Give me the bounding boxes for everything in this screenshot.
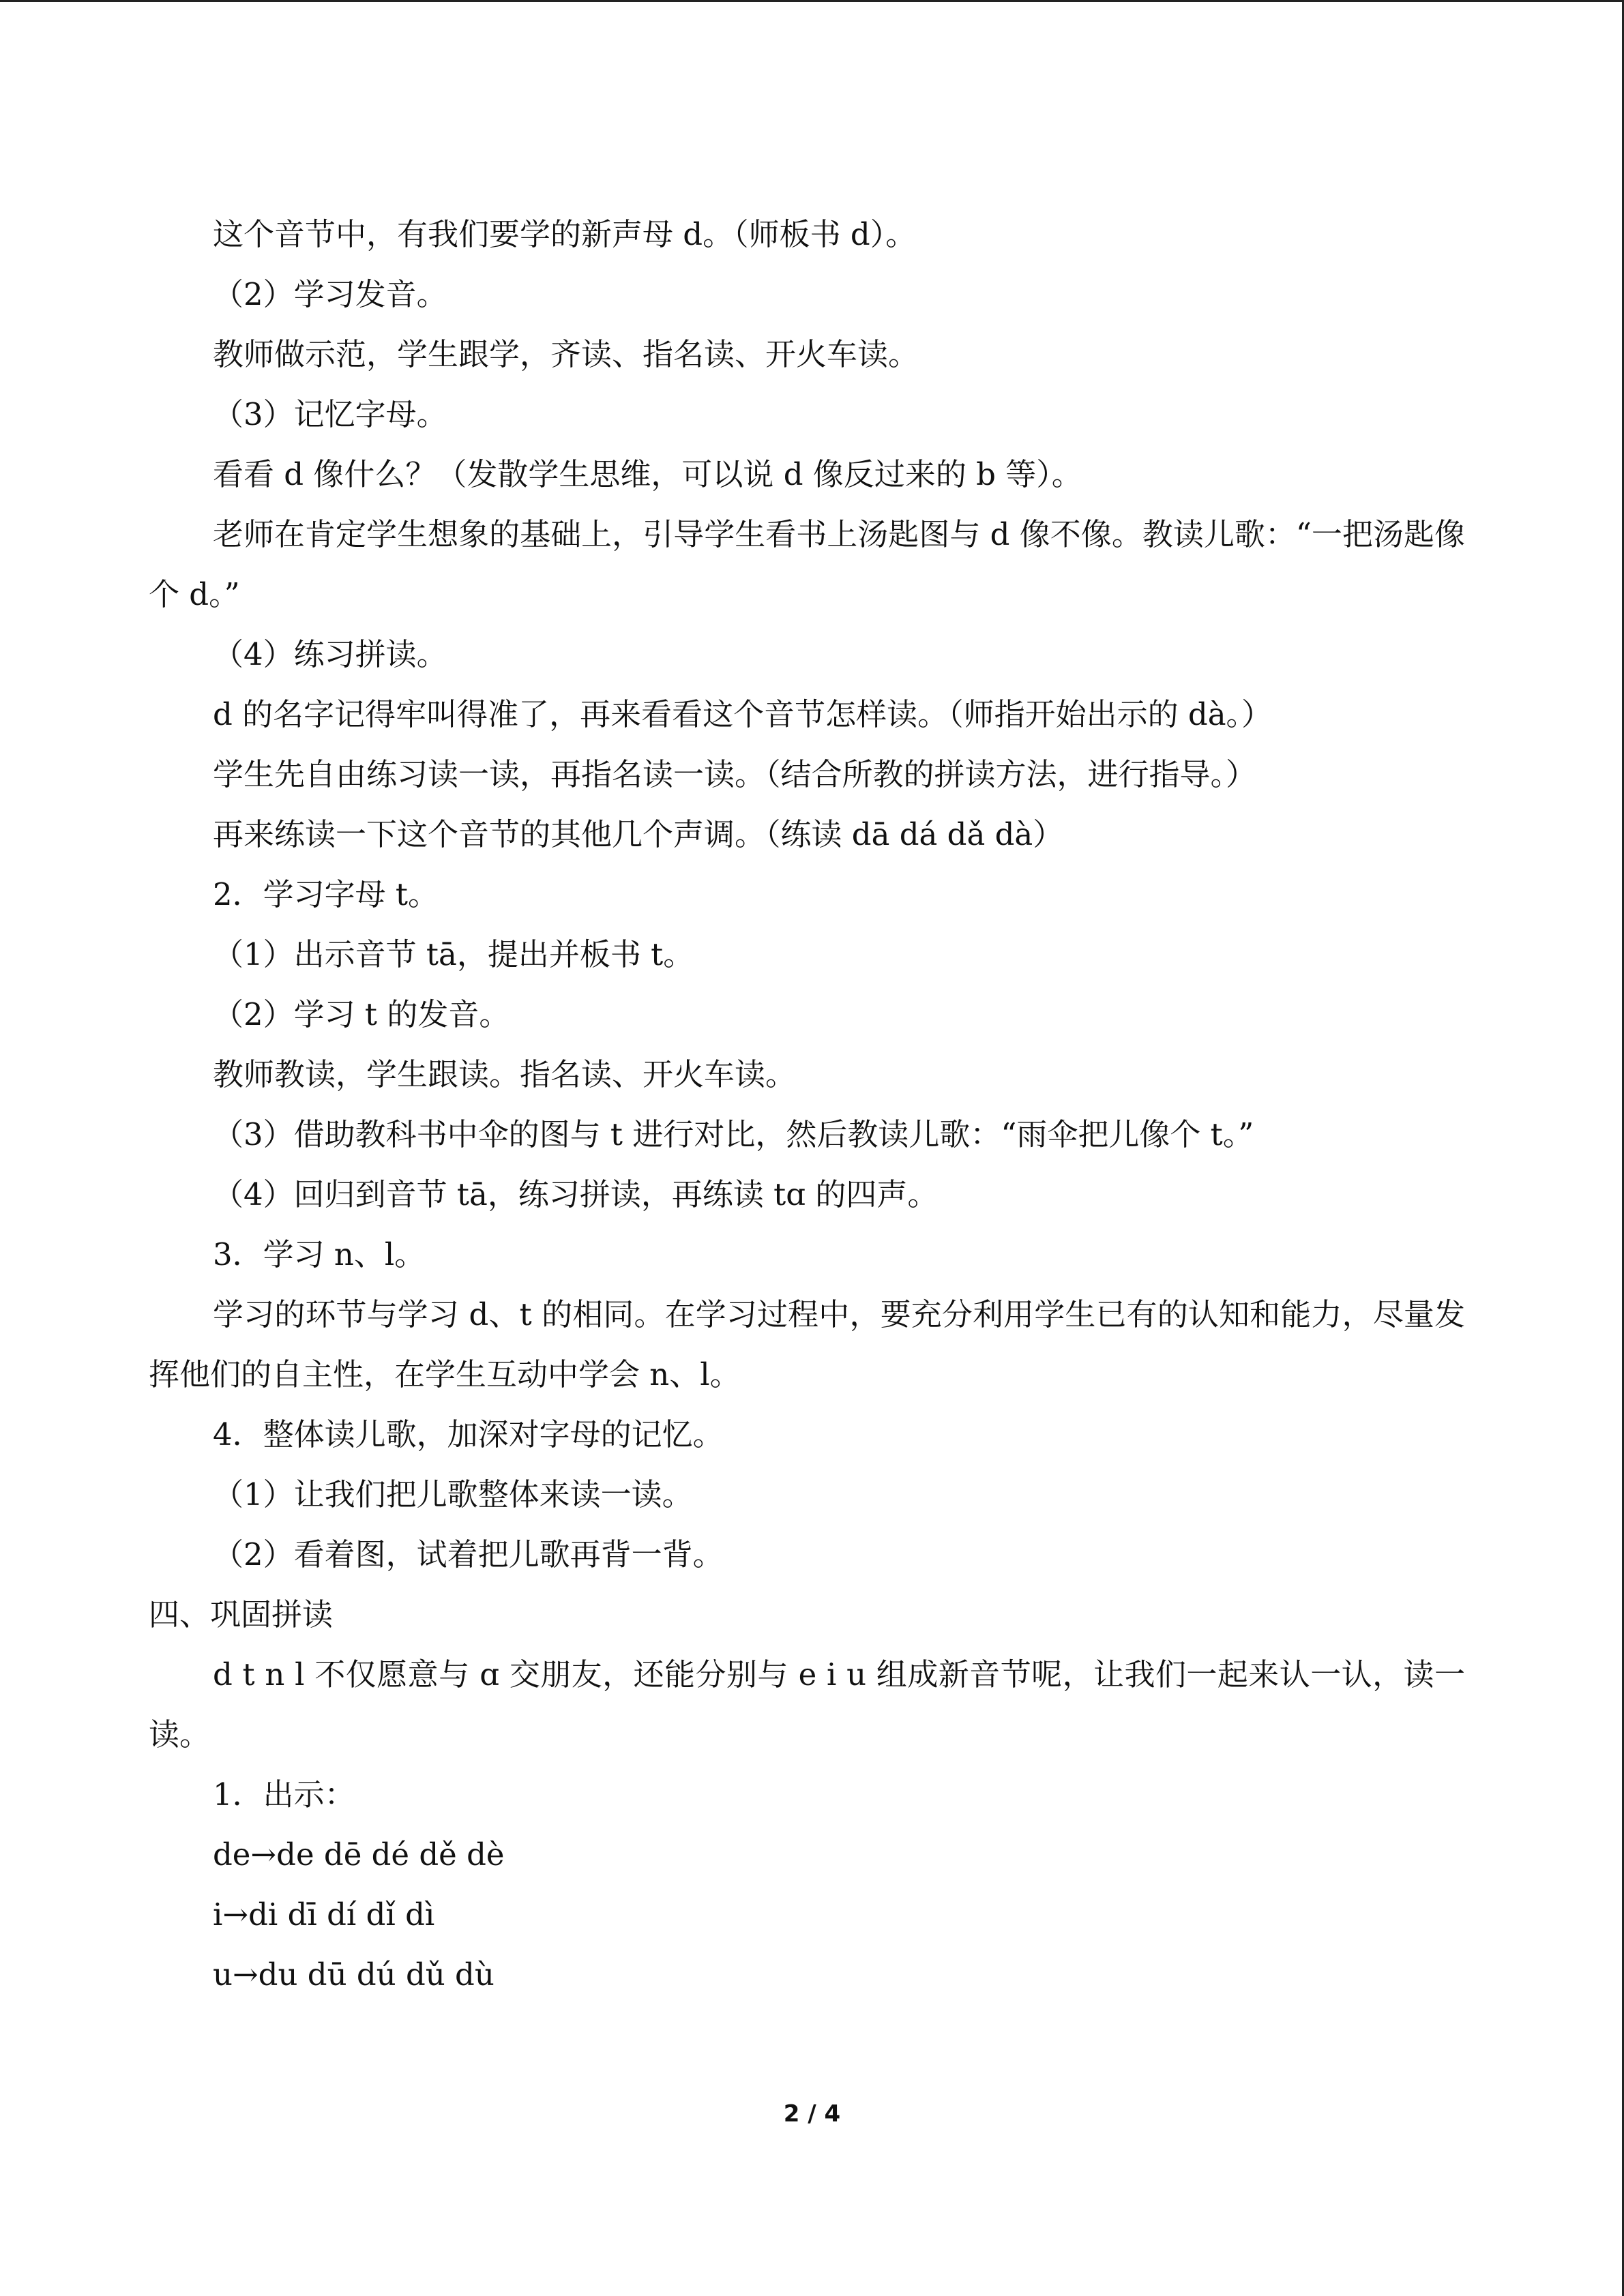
paragraph: （1）出示音节 tā，提出并板书 t。 — [213, 936, 694, 972]
paragraph: （2）学习 t 的发音。 — [213, 996, 510, 1032]
paragraph: 这个音节中，有我们要学的新声母 d。（师板书 d）。 — [213, 216, 917, 252]
paragraph: （3）借助教科书中伞的图与 t 进行对比，然后教读儿歌：“雨伞把儿像个 t。” — [213, 1116, 1254, 1152]
pinyin-example: de→de dē dé dě dè — [213, 1836, 505, 1873]
section-item: 4．整体读儿歌，加深对字母的记忆。 — [213, 1416, 724, 1452]
paragraph: 教师做示范，学生跟学，齐读、指名读、开火车读。 — [213, 336, 919, 372]
paragraph: 学习的环节与学习 d、t 的相同。在学习过程中，要充分利用学生已有的认知和能力，尽量发挥他们的自主性，在学生互动中学会 n、l。 — [149, 1296, 1465, 1392]
paragraph: 教师教读，学生跟读。指名读、开火车读。 — [213, 1056, 797, 1092]
page-border-top — [0, 0, 1624, 2]
pinyin-example: i→di dī dí dǐ dì — [213, 1896, 435, 1933]
paragraph: （4）练习拼读。 — [213, 636, 447, 672]
document-body — [149, 205, 1465, 2005]
paragraph: （1）让我们把儿歌整体来读一读。 — [213, 1476, 693, 1512]
section-item: 2．学习字母 t。 — [213, 876, 439, 912]
paragraph: 老师在肯定学生想象的基础上，引导学生看书上汤匙图与 d 像不像。教读儿歌：“一把汤匙像个 d。” — [149, 516, 1465, 612]
paragraph: 学生先自由练习读一读，再指名读一读。（结合所教的拼读方法，进行指导。） — [213, 756, 1257, 792]
paragraph: （2）学习发音。 — [213, 276, 447, 312]
pinyin-example: u→du dū dú dǔ dù — [213, 1956, 494, 1993]
paragraph: d 的名字记得牢叫得准了，再来看看这个音节怎样读。（师指开始出示的 dà。） — [213, 696, 1273, 732]
section-item: 1．出示： — [213, 1776, 355, 1813]
page-number: 2 / 4 — [783, 2100, 841, 2128]
section-heading: 四、巩固拼读 — [149, 1596, 334, 1632]
paragraph: （3）记忆字母。 — [213, 396, 447, 432]
paragraph: d t n l 不仅愿意与 ɑ 交朋友，还能分别与 e i u 组成新音节呢，让我们一起来认一认，读一读。 — [149, 1656, 1465, 1753]
paragraph: （2）看着图，试着把儿歌再背一背。 — [213, 1536, 724, 1572]
section-item: 3．学习 n、l。 — [213, 1236, 426, 1272]
paragraph: （4）回归到音节 tā，练习拼读，再练读 tɑ 的四声。 — [213, 1176, 939, 1212]
paragraph: 再来练读一下这个音节的其他几个声调。（练读 dā dá dǎ dà） — [213, 816, 1064, 852]
paragraph: 看看 d 像什么？（发散学生思维，可以说 d 像反过来的 b 等）。 — [213, 456, 1082, 492]
